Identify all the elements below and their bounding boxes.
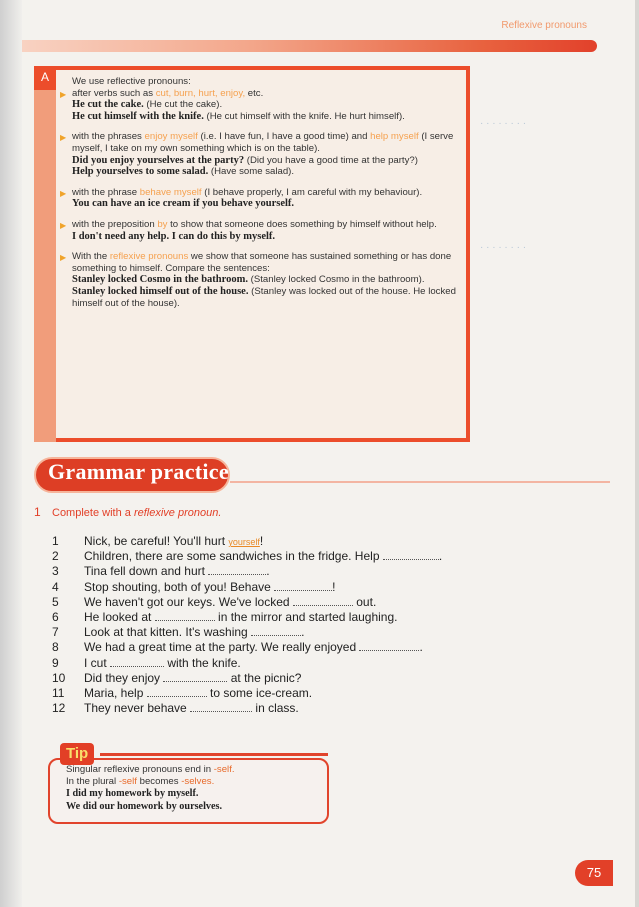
item-number: 12 (52, 701, 66, 716)
item-text: Maria, help to some ice-cream. (84, 685, 313, 700)
rule-3: ▶ with the phrase behave myself (I behave properly, I am careful with my behaviour). (60, 186, 423, 198)
item-number: 3 (52, 564, 59, 579)
exercise-item (52, 580, 472, 595)
explanation-content: We use reflective pronouns: ▶ after verbs such as cut, burn, hurt, enjoy, etc. He cut the cake. (He cut the cake). He cut himself with the knife. (He cut himself with the knife. He hurt himself). ▶ with the phrases enjoy myself (i.e. I have fun, I have a good time) and help myself (I serve myself, I take on my own something which is on the table). Did you enjoy yourselves at the party? (Did you have a good time at the party?) Help yourselves to some salad. (Have some salad). ▶ with the phrase behave myself (I behave properly, I am careful with my behaviour). You can have an ice cream if you behave yourself. ▶ with the preposition by to show that someone does something by himself without help. I don't need any help. I can do this by myself. ▶ With the reflexive pronouns we show that someone has sustained something or has done something to himself. Compare the sentences: Stanley locked Cosmo in the bathroom. (Stanley locked Cosmo in the bathroom). Stanley locked himself out of the house. (Stanley was locked out of the house. He locked himself out of the house). (72, 76, 462, 309)
item-number: 5 (52, 594, 59, 609)
show-through-text: · · · · · · · · (480, 242, 527, 253)
item-number: 1 (52, 534, 59, 548)
arrow-icon: ▶ (60, 253, 67, 263)
exercise-item (52, 686, 472, 701)
arrow-icon: ▶ (60, 188, 67, 198)
answer-blank[interactable] (274, 581, 332, 591)
answer-blank[interactable] (359, 641, 419, 651)
exercise-list (52, 534, 472, 716)
item-number: 10 (52, 670, 66, 685)
tip-example-1: I did my homework by myself. (66, 788, 199, 800)
tip-content: Singular reflexive pronouns end in -self. In the plural -self becomes -selves. I did my homework by myself. We did our homework by ourselves. (66, 764, 321, 813)
answer-blank[interactable] (383, 550, 439, 560)
answer-blank[interactable] (251, 626, 301, 636)
header-bar (22, 40, 597, 52)
item-number: 7 (52, 625, 59, 640)
arrow-icon: ▶ (60, 89, 67, 99)
arrow-icon: ▶ (60, 133, 67, 143)
arrow-icon: ▶ (60, 220, 67, 230)
item-number: 2 (52, 549, 59, 564)
item-text: I cut with the knife. (84, 655, 241, 670)
book-spine (0, 0, 22, 907)
explanation-box-sidebar (34, 90, 56, 442)
rule-4: ▶ with the preposition by to show that someone does something by himself without help. (60, 218, 437, 230)
rule-2: ▶ with the phrases enjoy myself (i.e. I have fun, I have a good time) and help myself (I serve myself, I take on my own something which is on the table). (60, 131, 454, 154)
item-text: Tina fell down and hurt . (84, 564, 270, 579)
item-text: Nick, be careful! You'll hurt yourself! (84, 534, 263, 550)
item-text: He looked at in the mirror and started laughing. (84, 609, 398, 624)
intro-text: We use reflective pronouns: (72, 76, 191, 87)
rule-1: ▶ after verbs such as cut, burn, hurt, enjoy, etc. (60, 87, 264, 99)
item-text: Did they enjoy at the picnic? (84, 670, 302, 685)
show-through-text: · · · · · · · · (480, 118, 527, 129)
item-text: They never behave in class. (84, 701, 299, 716)
page-number: 75 (575, 860, 613, 886)
exercise-item (52, 534, 472, 549)
exercise-item (52, 656, 472, 671)
answer-blank[interactable] (190, 702, 252, 712)
exercise-item (52, 610, 472, 625)
item-number: 8 (52, 640, 59, 655)
exercise-item (52, 701, 472, 716)
exercise-instruction: Complete with a reflexive pronoun. (52, 507, 222, 519)
answer-blank[interactable] (110, 657, 164, 667)
tip-example-2: We did our homework by ourselves. (66, 800, 223, 812)
item-number: 4 (52, 579, 59, 594)
answer-blank[interactable] (147, 687, 207, 697)
exercise-item (52, 671, 472, 686)
section-title: Reflexive pronouns (501, 20, 587, 31)
exercise-item (52, 564, 472, 579)
grammar-practice-heading: Grammar practice (48, 459, 229, 484)
item-text: Look at that kitten. It's washing . (84, 625, 305, 640)
box-label: A (34, 66, 56, 90)
item-number: 11 (52, 685, 65, 700)
item-text: Stop shouting, both of you! Behave ! (84, 579, 336, 594)
example-answer: yourself (228, 537, 260, 547)
rule-5: ▶ With the reflexive pronouns we show that someone has sustained something or has done something to himself. Compare the sentences: (60, 251, 452, 274)
item-text: We haven't got our keys. We've locked out. (84, 594, 377, 609)
answer-blank[interactable] (155, 611, 215, 621)
answer-blank[interactable] (163, 672, 227, 682)
exercise-item (52, 595, 472, 610)
answer-blank[interactable] (208, 565, 266, 575)
exercise-item (52, 549, 472, 564)
answer-blank[interactable] (293, 596, 353, 606)
item-number: 6 (52, 609, 59, 624)
heading-rule (230, 481, 610, 483)
answer-blank[interactable] (228, 534, 260, 550)
exercise-item (52, 640, 472, 655)
page-edge (635, 0, 639, 907)
exercise-item (52, 625, 472, 640)
item-text: Children, there are some sandwiches in the fridge. Help . (84, 549, 443, 564)
tip-label: Tip (60, 743, 94, 765)
item-text: We had a great time at the party. We really enjoyed . (84, 640, 423, 655)
item-number: 9 (52, 655, 59, 670)
tip-stripe (100, 753, 328, 756)
exercise-number: 1 (34, 505, 41, 519)
